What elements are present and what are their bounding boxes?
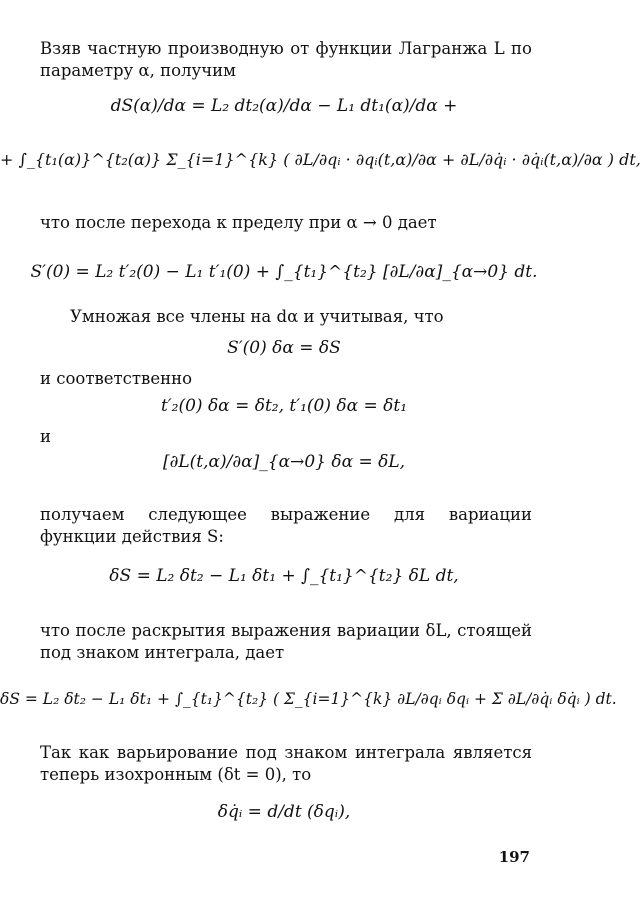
page-number: 197: [498, 848, 530, 866]
paragraph-isochronous: Так как варьирование под знаком интеграла является теперь изохронным (δt = 0), то: [40, 743, 532, 784]
equation-delta-qdot: δq̇ᵢ = d/dt (δqᵢ),: [217, 802, 351, 822]
paragraph-multiplying: Умножая все члены на dα и учитывая, что: [70, 307, 444, 326]
equation-delta-l: [∂L(t,α)/∂α]_{α→0} δα = δL,: [162, 452, 406, 472]
paragraph-lagrange-derivative: Взяв частную производную от функции Лагранжа L по параметру α, получим: [40, 39, 532, 80]
equation-integral-sum: + ∫_{t₁(α)}^{t₂(α)} Σ_{i=1}^{k} ( ∂L/∂qᵢ · ∂qᵢ(t,α)/∂α + ∂L/∂q̇ᵢ · ∂q̇ᵢ(t,α)/∂α ) dt,: [0, 150, 641, 169]
equation-delta-s-integral: δS = L₂ δt₂ − L₁ δt₁ + ∫_{t₁}^{t₂} δL dt,: [109, 566, 459, 586]
paragraph-limit: что после перехода к пределу при α → 0 дает: [40, 213, 437, 232]
equation-s-prime-zero: S′(0) = L₂ t′₂(0) − L₁ t′₁(0) + ∫_{t₁}^{t₂} [∂L/∂α]_{α→0} dt.: [30, 262, 538, 282]
equation-delta-t: t′₂(0) δα = δt₂, t′₁(0) δα = δt₁: [160, 396, 408, 416]
equation-derivative-action: dS(α)/dα = L₂ dt₂(α)/dα − L₁ dt₁(α)/dα +: [110, 96, 458, 116]
paragraph-expanding: что после раскрытия выражения вариации δL, стоящей под знаком интеграла, дает: [40, 621, 532, 662]
paragraph-action-variation: получаем следующее выражение для вариации функции действия S:: [40, 505, 532, 546]
equation-s-delta: S′(0) δα = δS: [227, 338, 341, 358]
equation-delta-s-expanded: δS = L₂ δt₂ − L₁ δt₁ + ∫_{t₁}^{t₂} ( Σ_{i=1}^{k} ∂L/∂qᵢ δqᵢ + Σ ∂L/∂q̇ᵢ δq̇ᵢ ) dt.: [0, 690, 617, 708]
paragraph-accordingly: и соответственно: [40, 369, 193, 388]
paragraph-and: и: [40, 427, 51, 446]
